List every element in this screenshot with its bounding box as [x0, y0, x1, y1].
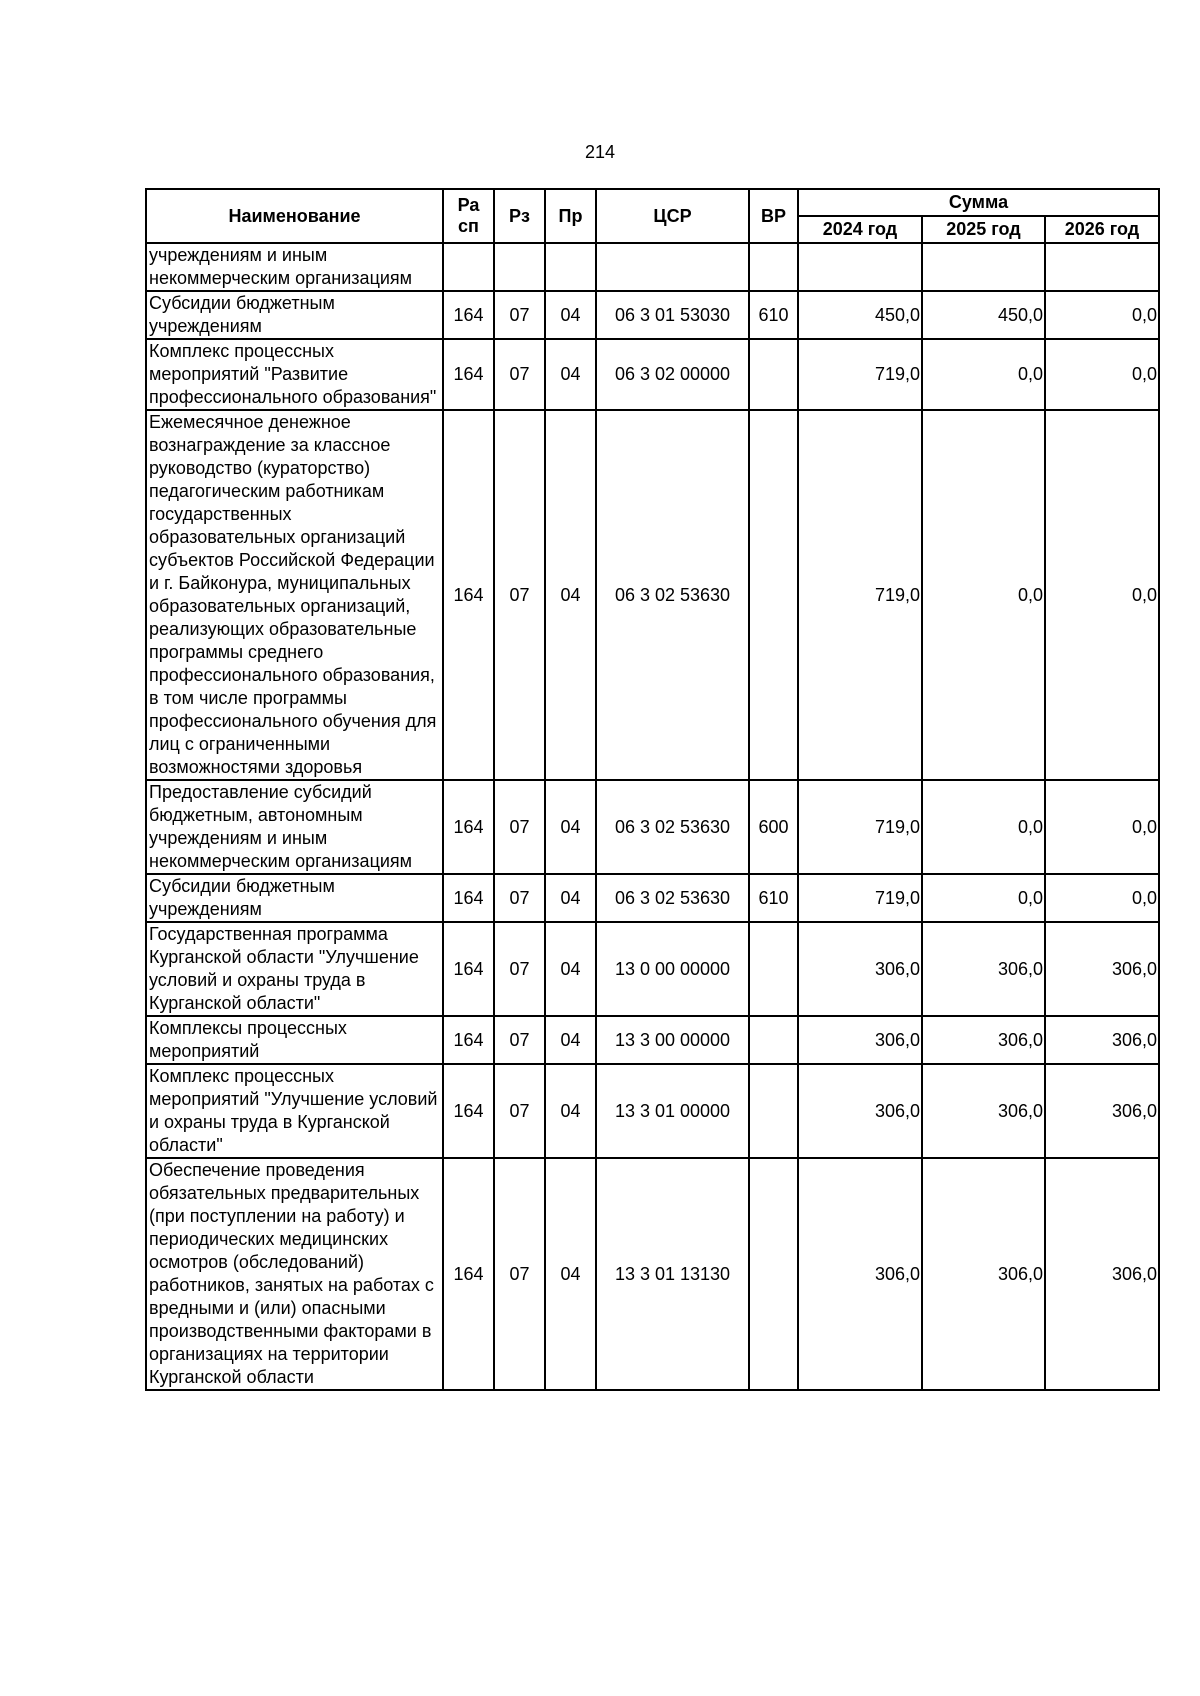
cell-csr: 06 3 01 53030: [596, 291, 749, 339]
table-row: [146, 780, 1159, 874]
cell-2026: 0,0: [1045, 780, 1159, 874]
cell-rz: 07: [494, 780, 545, 874]
cell-2026: 306,0: [1045, 1016, 1159, 1064]
header-vr: ВР: [749, 189, 798, 243]
cell-rasp: 164: [443, 780, 494, 874]
cell-2025: 306,0: [922, 922, 1045, 1016]
cell-pr: 04: [545, 874, 596, 922]
cell-vr: [749, 339, 798, 410]
cell-2025: 0,0: [922, 410, 1045, 780]
cell-2025: 0,0: [922, 780, 1045, 874]
cell-rasp: 164: [443, 922, 494, 1016]
table-row: [146, 874, 1159, 922]
cell-rasp: 164: [443, 1016, 494, 1064]
cell-pr: [545, 243, 596, 291]
page-number: 214: [584, 142, 616, 162]
cell-rz: 07: [494, 922, 545, 1016]
cell-2025: [922, 243, 1045, 291]
cell-vr: [749, 1064, 798, 1158]
cell-pr: 04: [545, 780, 596, 874]
cell-csr: 06 3 02 53630: [596, 410, 749, 780]
cell-2026: [1045, 243, 1159, 291]
header-rasp: [443, 189, 494, 243]
cell-name: учреждениям и иным некоммерческим организациям: [146, 243, 443, 291]
cell-2025: 450,0: [922, 291, 1045, 339]
cell-csr: 06 3 02 53630: [596, 780, 749, 874]
cell-2024: 306,0: [798, 1158, 922, 1390]
table-row: [146, 1158, 1159, 1390]
cell-name: Предоставление субсидий бюджетным, автономным учреждениям и иным некоммерческим организациям: [146, 780, 443, 874]
cell-name: Комплекс процессных мероприятий "Развитие профессионального образования": [146, 339, 443, 410]
cell-2025: 306,0: [922, 1016, 1045, 1064]
cell-rz: 07: [494, 874, 545, 922]
cell-2024: 450,0: [798, 291, 922, 339]
header-year-2026: 2026 год: [1045, 216, 1159, 243]
cell-rz: 07: [494, 1016, 545, 1064]
cell-2024: 306,0: [798, 922, 922, 1016]
table-row: [146, 922, 1159, 1016]
cell-2025: 0,0: [922, 874, 1045, 922]
cell-2026: 306,0: [1045, 922, 1159, 1016]
header-rasp-line2: сп: [458, 216, 479, 236]
header-sum: Сумма: [798, 189, 1159, 216]
header-year-2025: 2025 год: [922, 216, 1045, 243]
cell-rz: 07: [494, 1158, 545, 1390]
cell-vr: 610: [749, 291, 798, 339]
cell-pr: 04: [545, 291, 596, 339]
cell-2026: 306,0: [1045, 1158, 1159, 1390]
cell-rasp: [443, 243, 494, 291]
cell-vr: [749, 1016, 798, 1064]
budget-table: [145, 188, 1160, 1391]
cell-rz: 07: [494, 291, 545, 339]
cell-pr: 04: [545, 1016, 596, 1064]
table-row: [146, 243, 1159, 291]
cell-rasp: 164: [443, 1158, 494, 1390]
header-name: Наименование: [146, 189, 443, 243]
table-row: [146, 410, 1159, 780]
table-row: [146, 291, 1159, 339]
cell-name: Комплексы процессных мероприятий: [146, 1016, 443, 1064]
cell-2024: 306,0: [798, 1064, 922, 1158]
cell-name: Субсидии бюджетным учреждениям: [146, 874, 443, 922]
cell-2026: 0,0: [1045, 339, 1159, 410]
cell-rz: 07: [494, 1064, 545, 1158]
cell-2024: 719,0: [798, 339, 922, 410]
cell-2024: 719,0: [798, 780, 922, 874]
cell-rasp: 164: [443, 339, 494, 410]
cell-csr: 06 3 02 00000: [596, 339, 749, 410]
cell-2024: 719,0: [798, 874, 922, 922]
cell-2026: 0,0: [1045, 291, 1159, 339]
cell-vr: [749, 922, 798, 1016]
table-row: [146, 339, 1159, 410]
cell-vr: [749, 1158, 798, 1390]
header-rasp-line1: Ра: [457, 195, 480, 215]
cell-rasp: 164: [443, 410, 494, 780]
cell-2025: 306,0: [922, 1064, 1045, 1158]
cell-name: Комплекс процессных мероприятий "Улучшение условий и охраны труда в Курганской области": [146, 1064, 443, 1158]
cell-pr: 04: [545, 1158, 596, 1390]
cell-pr: 04: [545, 1064, 596, 1158]
cell-csr: 13 0 00 00000: [596, 922, 749, 1016]
cell-rasp: 164: [443, 1064, 494, 1158]
cell-2026: 306,0: [1045, 1064, 1159, 1158]
table-body: [146, 243, 1159, 1390]
cell-2024: [798, 243, 922, 291]
table-row: [146, 1064, 1159, 1158]
cell-2026: 0,0: [1045, 410, 1159, 780]
header-csr: ЦСР: [596, 189, 749, 243]
cell-vr: 600: [749, 780, 798, 874]
cell-csr: 13 3 01 13130: [596, 1158, 749, 1390]
cell-pr: 04: [545, 922, 596, 1016]
cell-vr: [749, 243, 798, 291]
cell-2025: 0,0: [922, 339, 1045, 410]
cell-rasp: 164: [443, 874, 494, 922]
cell-csr: 13 3 01 00000: [596, 1064, 749, 1158]
cell-rz: [494, 243, 545, 291]
table-row: [146, 1016, 1159, 1064]
cell-vr: [749, 410, 798, 780]
cell-name: Ежемесячное денежное вознаграждение за классное руководство (кураторство) педагогическим работникам государственных образовательных организаций субъектов Российской Федерации и г. Байконура, муниципальных образовательных организаций, реализующих образовательные программы среднего профессионального образования, в том числе программы профессионального обучения для лиц с ограниченными возможностями здоровья: [146, 410, 443, 780]
cell-2025: 306,0: [922, 1158, 1045, 1390]
cell-rasp: 164: [443, 291, 494, 339]
cell-rz: 07: [494, 339, 545, 410]
cell-name: Обеспечение проведения обязательных предварительных (при поступлении на работу) и периодических медицинских осмотров (обследований) работников, занятых на работах с вредными и (или) опасными производственными факторами в организациях на территории Курганской области: [146, 1158, 443, 1390]
header-year-2024: 2024 год: [798, 216, 922, 243]
cell-name: Субсидии бюджетным учреждениям: [146, 291, 443, 339]
cell-csr: 13 3 00 00000: [596, 1016, 749, 1064]
cell-rz: 07: [494, 410, 545, 780]
cell-vr: 610: [749, 874, 798, 922]
cell-2026: 0,0: [1045, 874, 1159, 922]
cell-name: Государственная программа Курганской области "Улучшение условий и охраны труда в Курганской области": [146, 922, 443, 1016]
cell-pr: 04: [545, 410, 596, 780]
cell-csr: [596, 243, 749, 291]
header-rz: Рз: [494, 189, 545, 243]
cell-2024: 719,0: [798, 410, 922, 780]
header-pr: Пр: [545, 189, 596, 243]
cell-pr: 04: [545, 339, 596, 410]
cell-csr: 06 3 02 53630: [596, 874, 749, 922]
cell-2024: 306,0: [798, 1016, 922, 1064]
